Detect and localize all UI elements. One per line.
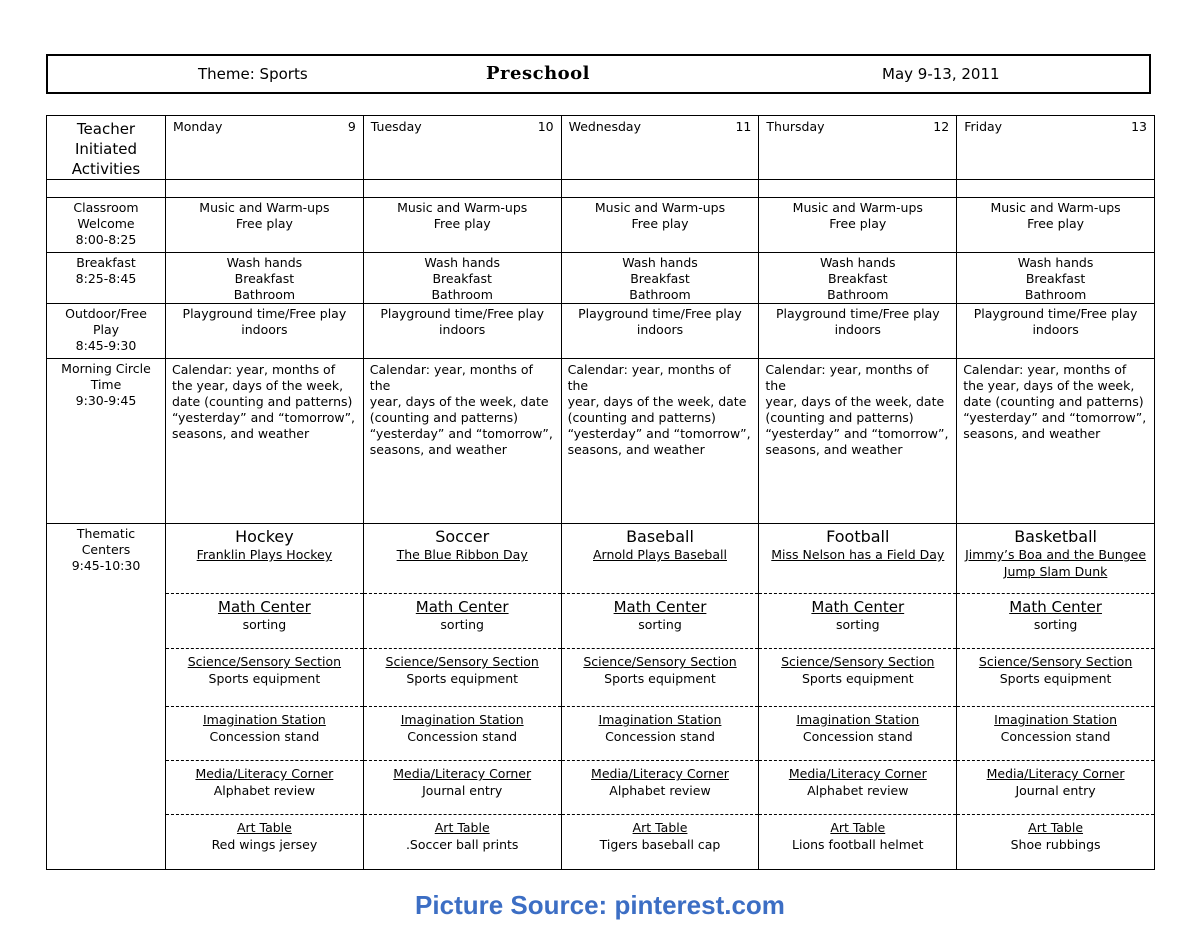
center-title: Media/Literacy Corner [986,766,1125,781]
day-number: 13 [1131,119,1147,134]
center-activity: Red wings jersey [211,837,318,852]
book-title: Jump Slam Dunk [1003,564,1108,579]
cell-line: Playground time/Free play [182,306,347,321]
schedule-cell [957,253,1155,304]
center-block [759,594,956,649]
center-activity: .Soccer ball prints [405,837,519,852]
schedule-cell [363,253,561,304]
row-breakfast [47,253,1155,304]
schedule-cell [957,198,1155,253]
cell-line: Playground time/Free play [380,306,545,321]
theme-sport-block [957,524,1154,594]
center-block [562,761,759,815]
cell-line: Playground time/Free play [775,306,940,321]
theme-sport-block [166,524,363,594]
cell-line: indoors [1032,322,1079,337]
row-label-line: Breakfast [76,255,136,270]
center-title: Math Center [811,598,905,616]
cell-line: Free play [433,216,491,231]
center-title: Science/Sensory Section [781,654,935,669]
row-label-line: Centers [81,542,131,557]
center-activity: Sports equipment [801,671,914,686]
center-block [957,761,1154,815]
center-activity: Tigers baseball cap [599,837,721,852]
row-label-line: 8:25-8:45 [75,271,137,286]
center-title: Media/Literacy Corner [788,766,927,781]
cell-line: (counting and patterns) [765,410,914,425]
day-name: Thursday [766,119,825,134]
row-label-line: Time [90,377,122,392]
schedule-table [46,115,1155,870]
center-title: Math Center [415,598,509,616]
row-label-line: 8:45-9:30 [75,338,137,353]
sport-name: Baseball [626,527,694,546]
cell-line: Breakfast [432,271,492,286]
cell-line: seasons, and weather [963,426,1101,441]
cell-line: Calendar: year, months of [963,362,1127,377]
row-label-line: 9:45-10:30 [71,558,141,573]
cell-line: Free play [829,216,887,231]
row-label-welcome [47,198,166,253]
cell-line: indoors [241,322,288,337]
cell-line: Free play [631,216,689,231]
sport-name: Football [826,527,890,546]
row-label-breakfast [47,253,166,304]
cell-line: Bathroom [827,287,889,302]
center-activity: Sports equipment [604,671,716,686]
center-title: Art Table [632,820,688,835]
center-title: Media/Literacy Corner [195,766,334,781]
page-title: Preschool [486,63,591,84]
schedule-cell [166,359,364,524]
corner-label-line: Teacher [76,120,136,138]
center-title: Science/Sensory Section [385,654,539,669]
cell-line: Music and Warm-ups [990,200,1121,215]
center-block [957,815,1154,869]
corner-label-line: Activities [71,160,141,178]
center-activity: Concession stand [1000,729,1111,744]
book-title: Franklin Plays Hockey [196,547,333,562]
center-block [759,649,956,707]
center-title: Media/Literacy Corner [591,766,729,781]
center-activity: Alphabet review [213,783,316,798]
center-activity: Alphabet review [609,783,711,798]
schedule-cell [363,359,561,524]
center-activity: Journal entry [422,783,503,798]
cell-line: Breakfast [630,271,690,286]
schedule-cell [759,198,957,253]
cell-line: seasons, and weather [765,442,903,457]
center-activity: Shoe rubbings [1010,837,1101,852]
row-label-line: Play [92,322,120,337]
cell-line: indoors [834,322,881,337]
spacer-cell [363,180,561,198]
day-number: 10 [537,119,554,134]
center-block [166,707,363,761]
row-label-circle [47,359,166,524]
row-label-line: Welcome [77,216,135,231]
day-header-thursday [759,116,957,180]
book-title: Miss Nelson has a Field Day [771,547,945,562]
book-title: The Blue Ribbon Day [396,547,528,562]
cell-line: Playground time/Free play [578,306,742,321]
center-activity: Alphabet review [807,783,909,798]
cell-line: indoors [439,322,486,337]
cell-line: Music and Warm-ups [594,200,726,215]
cell-line: Breakfast [1025,271,1086,286]
center-block [364,761,561,815]
center-block [957,707,1154,761]
cell-line: Music and Warm-ups [199,200,330,215]
thematic-cell [363,524,561,870]
cell-line: Free play [1027,216,1085,231]
center-title: Imagination Station [598,712,722,727]
cell-line: Wash hands [819,255,896,270]
sport-name: Basketball [1014,527,1097,546]
cell-line: Music and Warm-ups [792,200,923,215]
cell-line: “yesterday” and “tomorrow”, [369,426,553,441]
cell-line: Music and Warm-ups [397,200,528,215]
schedule-cell [561,304,759,359]
center-activity: Concession stand [209,729,320,744]
picture-source-caption: Picture Source: pinterest.com [415,890,785,920]
day-number: 12 [933,119,950,134]
center-block [364,815,561,869]
center-title: Science/Sensory Section [187,654,342,669]
cell-line: date (counting and patterns) [172,394,353,409]
center-title: Art Table [830,820,886,835]
center-title: Math Center [218,598,311,616]
spacer-cell [759,180,957,198]
theme-sport-block [562,524,759,594]
row-circle [47,359,1155,524]
sport-name: Hockey [235,527,294,546]
day-name: Wednesday [568,119,641,134]
header-box [46,54,1151,94]
center-block [562,649,759,707]
thematic-cell [957,524,1155,870]
center-activity: Sports equipment [406,671,519,686]
cell-line: indoors [636,322,684,337]
schedule-cell [759,253,957,304]
center-block [562,815,759,869]
center-activity: sorting [1033,617,1078,632]
center-title: Imagination Station [994,712,1118,727]
cell-line: year, days of the week, date [765,394,945,409]
cell-line: “yesterday” and “tomorrow”, [765,426,949,441]
cell-line: Wash hands [226,255,303,270]
center-block [957,649,1154,707]
theme-label: Theme: Sports [198,65,308,83]
cell-line: Free play [235,216,293,231]
schedule-cell [561,359,759,524]
row-label-line: Thematic [76,526,136,541]
day-header-wednesday [561,116,759,180]
day-name: Friday [964,119,1003,134]
center-block [166,594,363,649]
cell-line: Calendar: year, months of the [567,362,731,393]
center-block [364,707,561,761]
cell-line: (counting and patterns) [369,410,519,425]
spacer-cell [166,180,364,198]
row-label-line: Classroom [73,200,139,215]
center-block [759,815,956,869]
cell-line: seasons, and weather [567,442,705,457]
schedule-cell [363,198,561,253]
schedule-cell [957,304,1155,359]
cell-line: (counting and patterns) [567,410,716,425]
schedule-cell [561,253,759,304]
center-title: Science/Sensory Section [583,654,737,669]
row-label-line: 8:00-8:25 [75,232,137,247]
center-activity: Lions football helmet [792,837,924,852]
center-block [364,649,561,707]
day-header-friday [957,116,1155,180]
center-title: Imagination Station [202,712,326,727]
sport-name: Soccer [435,527,490,546]
center-title: Math Center [613,598,707,616]
cell-line: date (counting and patterns) [963,394,1144,409]
day-number: 9 [347,119,356,134]
center-block [759,761,956,815]
cell-line: Bathroom [629,287,691,302]
cell-line: the year, days of the week, [172,378,344,393]
center-activity: sorting [242,617,287,632]
book-title: Jimmy’s Boa and the Bungee [965,547,1147,562]
theme-sport-block [759,524,956,594]
cell-line: seasons, and weather [369,442,507,457]
schedule-cell [957,359,1155,524]
center-block [562,707,759,761]
cell-line: the year, days of the week, [963,378,1135,393]
center-activity: Concession stand [802,729,913,744]
center-block [759,707,956,761]
center-block [166,761,363,815]
cell-line: Wash hands [424,255,500,270]
schedule-cell [561,198,759,253]
day-name: Tuesday [370,119,422,134]
row-thematic [47,524,1155,870]
cell-line: “yesterday” and “tomorrow”, [567,426,751,441]
row-outdoor [47,304,1155,359]
thematic-cell [166,524,364,870]
center-title: Imagination Station [400,712,524,727]
date-range: May 9-13, 2011 [882,65,1000,83]
center-title: Art Table [434,820,490,835]
center-block [364,594,561,649]
schedule-cell [759,359,957,524]
center-title: Art Table [236,820,292,835]
row-welcome [47,198,1155,253]
book-title: Arnold Plays Baseball [593,547,727,562]
thematic-cell [759,524,957,870]
row-label-line: 9:30-9:45 [75,393,137,408]
cell-line: year, days of the week, date [369,394,549,409]
center-block [562,594,759,649]
cell-line: Breakfast [234,271,295,286]
cell-line: Bathroom [431,287,493,302]
day-name: Monday [173,119,223,134]
center-title: Math Center [1009,598,1102,616]
row-label-line: Outdoor/Free [65,306,147,321]
spacer-cell [561,180,759,198]
cell-line: Playground time/Free play [973,306,1138,321]
center-activity: Sports equipment [999,671,1112,686]
center-activity: Concession stand [407,729,518,744]
spacer-cell [47,180,166,198]
cell-line: Wash hands [1017,255,1094,270]
schedule-cell [166,304,364,359]
spacer-row [47,180,1155,198]
cell-line: Wash hands [622,255,698,270]
schedule-cell [759,304,957,359]
cell-line: seasons, and weather [172,426,310,441]
center-block [166,649,363,707]
center-activity: sorting [440,617,484,632]
cell-line: Calendar: year, months of the [369,362,533,393]
day-header-monday [166,116,364,180]
center-activity: Concession stand [605,729,715,744]
center-block [957,594,1154,649]
center-activity: sorting [836,617,880,632]
center-title: Imagination Station [796,712,920,727]
row-label-line: Morning Circle [61,361,151,376]
schedule-cell [363,304,561,359]
corner-label [47,116,166,180]
corner-label-line: Initiated [75,140,137,158]
day-number: 11 [735,119,752,134]
cell-line: “yesterday” and “tomorrow”, [963,410,1147,425]
center-title: Science/Sensory Section [978,654,1133,669]
cell-line: Calendar: year, months of [172,362,336,377]
center-activity: sorting [638,617,682,632]
day-header-tuesday [363,116,561,180]
theme-sport-block [364,524,561,594]
schedule-cell [166,198,364,253]
day-header-row [47,116,1155,180]
center-title: Media/Literacy Corner [393,766,532,781]
thematic-cell [561,524,759,870]
cell-line: Bathroom [1024,287,1087,302]
schedule-cell [166,253,364,304]
center-block [166,815,363,869]
cell-line: Bathroom [233,287,296,302]
cell-line: year, days of the week, date [567,394,747,409]
cell-line: “yesterday” and “tomorrow”, [172,410,356,425]
row-label-outdoor [47,304,166,359]
cell-line: Breakfast [828,271,888,286]
center-title: Art Table [1028,820,1084,835]
center-activity: Sports equipment [208,671,321,686]
center-activity: Journal entry [1015,783,1096,798]
row-label-thematic [47,524,166,870]
cell-line: Calendar: year, months of the [765,362,929,393]
spacer-cell [957,180,1155,198]
